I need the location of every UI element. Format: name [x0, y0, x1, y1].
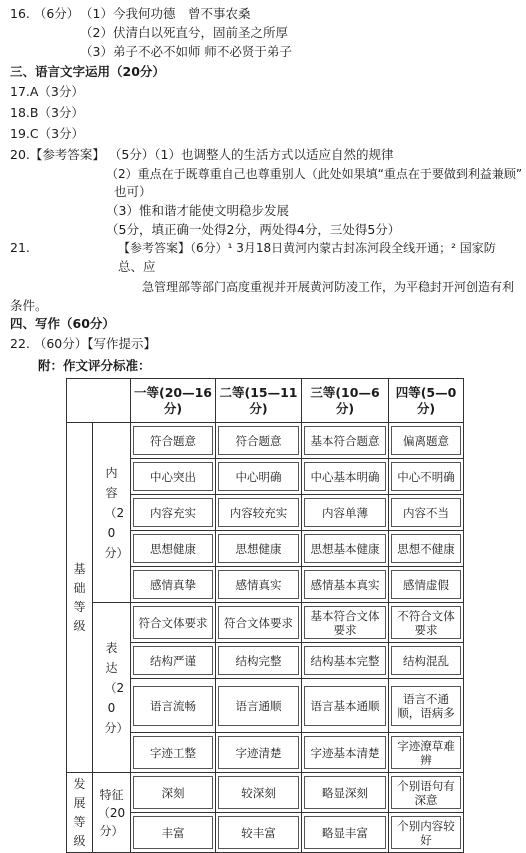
table-cell: 语言基本通顺 [304, 686, 386, 726]
table-row [67, 423, 464, 459]
table-cell: 偏离题意 [391, 426, 461, 455]
table-cell: 中心基本明确 [304, 462, 386, 491]
q16-line1: （1）今我何功德 曾不事农桑 [80, 6, 251, 21]
table-cell: 思想健康 [133, 534, 213, 563]
q22-line: 22. （60分）【写作提示】 [10, 336, 157, 351]
q17-answer: 17.A（3分） [10, 84, 84, 99]
table-cell: 字迹工整 [133, 736, 213, 769]
scoring-table [66, 378, 464, 853]
q16-line3: （3）弟子不必不如师 师不必贤于弟子 [80, 44, 292, 59]
table-row [67, 773, 464, 813]
table-cell: 中心突出 [133, 462, 213, 491]
table-cell: 符合题意 [133, 426, 213, 455]
table-cell: 基本符合文体要求 [304, 606, 386, 639]
category-basic: 基础等级 [67, 423, 93, 773]
section-3-title: 三、语言文字运用（20分） [10, 64, 165, 79]
table-cell: 符合题意 [218, 426, 299, 455]
table-cell: 不符合文体要求 [391, 606, 461, 639]
table-cell: 内容单薄 [304, 498, 386, 527]
table-cell: 略显深刻 [304, 776, 386, 809]
q21-line1: 【参考答案】（6分）¹ 3月18日黄河内蒙古封冻河段全线开通；² 国家防 [118, 241, 496, 255]
q21-line2: 总、应 [118, 259, 156, 274]
table-cell: 丰富 [133, 816, 213, 849]
subcategory-content: 内容（20分） [93, 423, 131, 603]
table-cell: 深刻 [133, 776, 213, 809]
table-cell: 结构严谨 [133, 646, 213, 675]
q16-line2: （2）伏清白以死直兮，固前圣之所厚 [80, 25, 288, 40]
table-row [67, 603, 464, 643]
table-cell: 符合文体要求 [133, 606, 213, 639]
table-cell: 内容较充实 [218, 498, 299, 527]
header-grade-2: 二等(15—11分) [216, 379, 302, 423]
table-cell: 结构基本完整 [304, 646, 386, 675]
table-cell: 字迹潦草难辨 [391, 736, 461, 769]
appendix-title: 附：作文评分标准： [38, 358, 151, 373]
table-cell: 字迹清楚 [218, 736, 299, 769]
table-cell: 感情虚假 [391, 570, 461, 599]
table-cell: 内容充实 [133, 498, 213, 527]
table-cell: 语言不通顺，语病多 [391, 686, 461, 726]
table-cell: 符合文体要求 [218, 606, 299, 639]
table-cell: 语言流畅 [133, 686, 213, 726]
table-cell: 思想健康 [218, 534, 299, 563]
table-cell: 个别语句有深意 [391, 776, 461, 809]
table-cell: 基本符合题意 [304, 426, 386, 455]
q18-answer: 18.B（3分） [10, 105, 84, 120]
table-cell: 思想基本健康 [304, 534, 386, 563]
q20-line5: （5分，填正确一处得2分，两处得4分，三处得5分） [106, 222, 401, 237]
q20-line4: （3）惟和谐才能使文明稳步发展 [106, 203, 289, 218]
subcategory-expression: 表达（20分） [93, 603, 131, 773]
header-grade-1: 一等(20—16分) [131, 379, 216, 423]
q21-num: 21. [10, 240, 30, 255]
table-header-row [67, 379, 464, 423]
header-grade-4: 四等(5—0分) [389, 379, 464, 423]
q21-line3: 急管理部等部门高度重视并开展黄河防凌工作，为平稳封开河创造有利 [142, 280, 515, 294]
table-cell: 个别内容较好 [391, 816, 461, 849]
table-cell: 语言通顺 [218, 686, 299, 726]
table-cell: 结构完整 [218, 646, 299, 675]
q20-line2: （2）重点在于既尊重自己也尊重别人（此处如果填“重点在于要做到利益兼顾” [106, 167, 523, 181]
table-cell: 中心明确 [218, 462, 299, 491]
table-cell: 感情真实 [218, 570, 299, 599]
section-4-title: 四、写作（60分） [10, 316, 115, 331]
table-cell: 较深刻 [218, 776, 299, 809]
corner-cell [67, 379, 131, 423]
table-cell: 较丰富 [218, 816, 299, 849]
table-cell: 感情真挚 [133, 570, 213, 599]
q16-head: 16. （6分） [10, 6, 80, 21]
q20-line3: 也可） [114, 184, 152, 199]
table-cell: 字迹基本清楚 [304, 736, 386, 769]
table-cell: 感情基本真实 [304, 570, 386, 599]
table-cell: 内容不当 [391, 498, 461, 527]
q19-answer: 19.C（3分） [10, 126, 85, 141]
q20-head: 20.【参考答案】 （5分）（1）也调整人的生活方式以适应自然的规律 [10, 147, 394, 162]
table-cell: 略显丰富 [304, 816, 386, 849]
table-cell: 结构混乱 [391, 646, 461, 675]
subcategory-feature: 特征（20分） [93, 773, 131, 853]
table-cell: 中心不明确 [391, 462, 461, 491]
q21-line4: 条件。 [10, 298, 48, 313]
table-cell: 思想不健康 [391, 534, 461, 563]
category-development: 发展等级 [67, 773, 93, 853]
header-grade-3: 三等(10—6分) [302, 379, 389, 423]
